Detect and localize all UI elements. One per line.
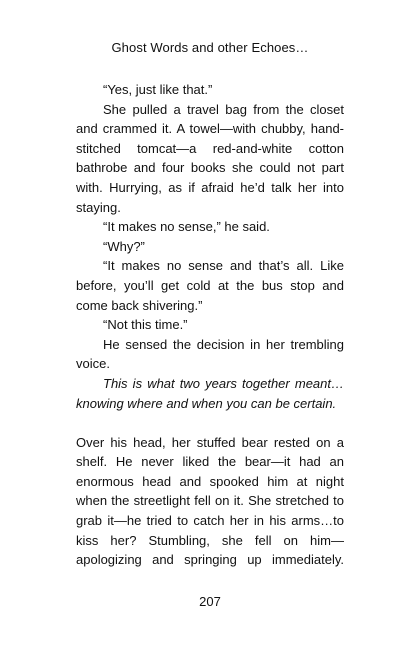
page-number: 207 [199,594,221,609]
paragraph: “It makes no sense and that’s all. Like before, you’ll get cold at the bus stop and come back shivering.” [76,258,344,313]
paragraph: “Why?” [103,238,145,254]
paragraph: He sensed the decision in her trembling voice. [76,336,344,372]
paragraph: “Not this time.” [103,317,188,333]
section-break [76,413,344,433]
paragraph: “Yes, just like that.” [103,82,213,97]
body-text [76,80,344,570]
paragraph: “It makes no sense,” he said. [103,219,270,235]
paragraph: She pulled a travel bag from the closet and crammed it. A towel—with chubby, hand-stitched tomcat—a red-and-white cotton bathrobe and four books she could not part with. Hurrying, as if afraid he’d talk her into staying. [76,101,344,215]
running-header: Ghost Words and other Echoes… [111,40,309,55]
italic-paragraph: This is what two years together meant… knowing where and when you can be certain. [76,375,344,411]
paragraph: Over his head, her stuffed bear rested on a shelf. He never liked the bear—it had an enormous head and spooked him at night when the streetlight fell on it. She stretched to grab it—he tried to catch her in his arms…to kiss her? Stumbling, she fell on him—apologizing and springing up immediately. [76,434,344,568]
